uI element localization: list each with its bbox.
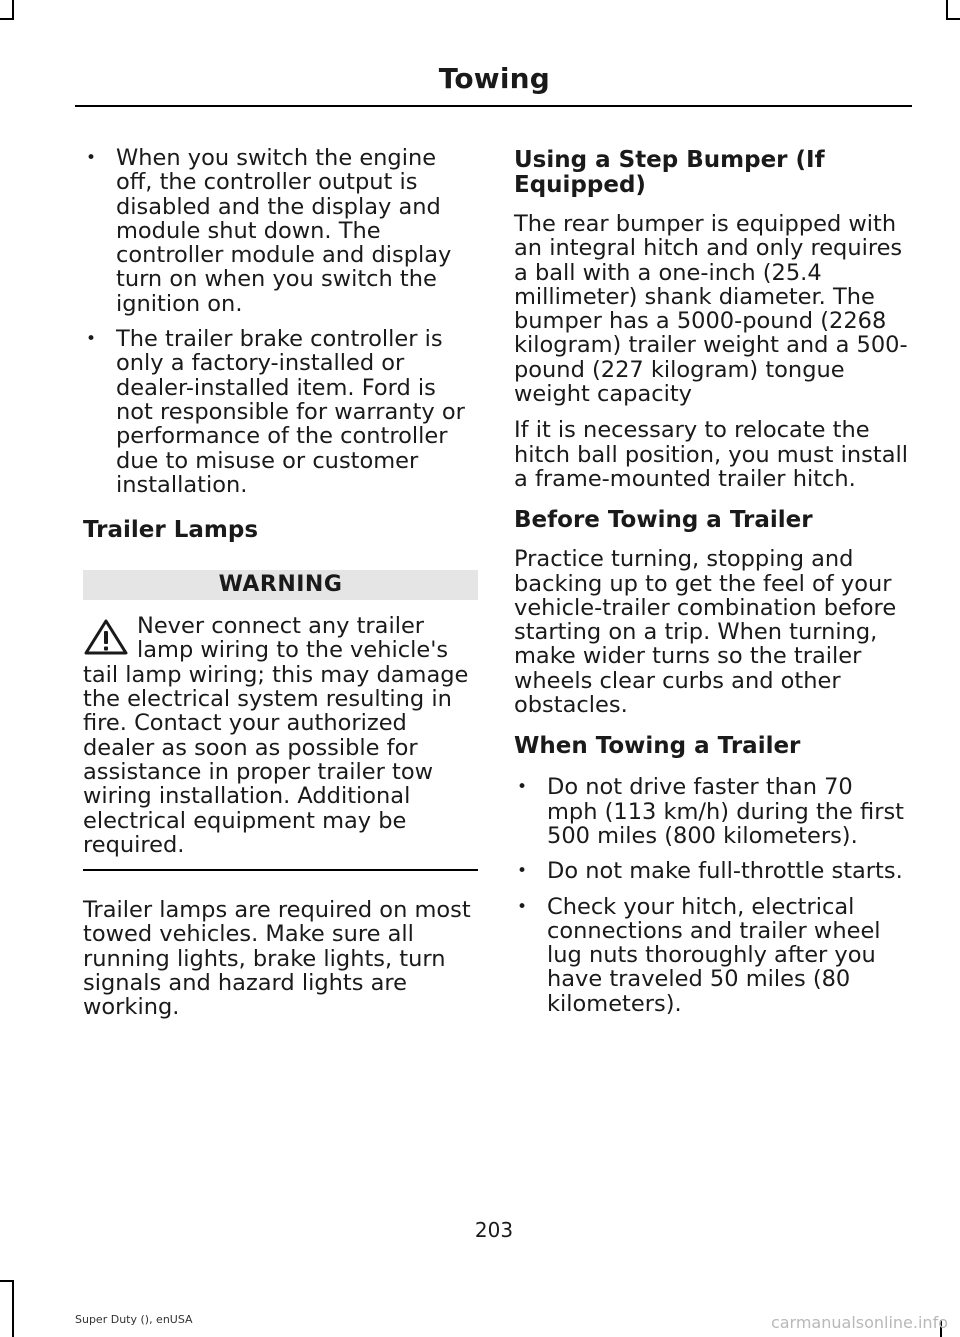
- crop-mark: [12, 1280, 14, 1337]
- warning-label: WARNING: [83, 570, 478, 600]
- footer-text: Super Duty (), enUSA: [75, 1313, 193, 1326]
- crop-mark: [12, 0, 14, 20]
- when-towing-bullet-list: [514, 775, 909, 1016]
- warning-rule: [83, 869, 478, 871]
- warning-body: [83, 614, 478, 857]
- trailer-lamps-text: Trailer lamps are required on most towed vehicles. Make sure all running lights, brake lights, turn signals and hazard lights are working.: [83, 897, 471, 1021]
- before-towing-heading: Before Towing a Trailer: [514, 507, 813, 534]
- trailer-lamps-heading: Trailer Lamps: [83, 517, 259, 544]
- controller-bullet-list: [83, 146, 478, 497]
- list-item: • The trailer brake controller is only a factory-installed or dealer-installed item. Ford is not responsible for warranty or performance of the controller due to misuse or customer installation.: [83, 327, 478, 497]
- warning-triangle-icon: [83, 618, 129, 656]
- list-item: • Check your hitch, electrical connections and trailer wheel lug nuts thoroughly after you have traveled 50 miles (80 kilometers).: [514, 895, 909, 1016]
- page-number: 203: [474, 1218, 514, 1242]
- left-column: [83, 146, 478, 1020]
- list-item: • When you switch the engine off, the controller output is disabled and the display and module shut down. The controller module and display turn on when you switch the ignition on.: [83, 146, 478, 316]
- warning-text: Never connect any trailer lamp wiring to the vehicle's tail lamp wiring; this may damage the electrical system resulting in fire. Contact your authorized dealer as soon as possible for assistance in proper trailer tow wiring installation. Additional electrical equipment may be required.: [83, 613, 469, 858]
- step-bumper-heading: Using a Step Bumper (If Equipped): [514, 147, 825, 198]
- warning-box: [83, 570, 478, 871]
- crop-mark: [946, 18, 960, 20]
- page-title: Towing: [438, 62, 550, 95]
- right-column: [514, 146, 909, 1027]
- step-bumper-paragraph: The rear bumper is equipped with an integral hitch and only requires a ball with a one-inch (25.4 millimeter) shank diameter. The bumper has a 5000-pound (2268 kilogram) trailer weight and a 500-pound (227 kilogram) tongue weight capacity: [514, 211, 908, 408]
- list-item: • Do not drive faster than 70 mph (113 km/h) during the first 500 miles (800 kilometers).: [514, 775, 909, 848]
- crop-mark: [0, 1280, 14, 1282]
- header-rule: [75, 105, 912, 107]
- crop-mark: [946, 0, 948, 20]
- list-item: • Do not make full-throttle starts.: [514, 859, 909, 883]
- crop-mark: [0, 18, 14, 20]
- watermark: carmanualsonline.info: [770, 1313, 948, 1332]
- before-towing-paragraph: Practice turning, stopping and backing up to get the feel of your vehicle-trailer combination before starting on a trip. When turning, make wider turns so the trailer wheels clear curbs and other obstacles.: [514, 546, 897, 719]
- hitch-relocate-paragraph: If it is necessary to relocate the hitch ball position, you must install a frame-mounted trailer hitch.: [514, 417, 908, 492]
- when-towing-heading: When Towing a Trailer: [514, 733, 801, 760]
